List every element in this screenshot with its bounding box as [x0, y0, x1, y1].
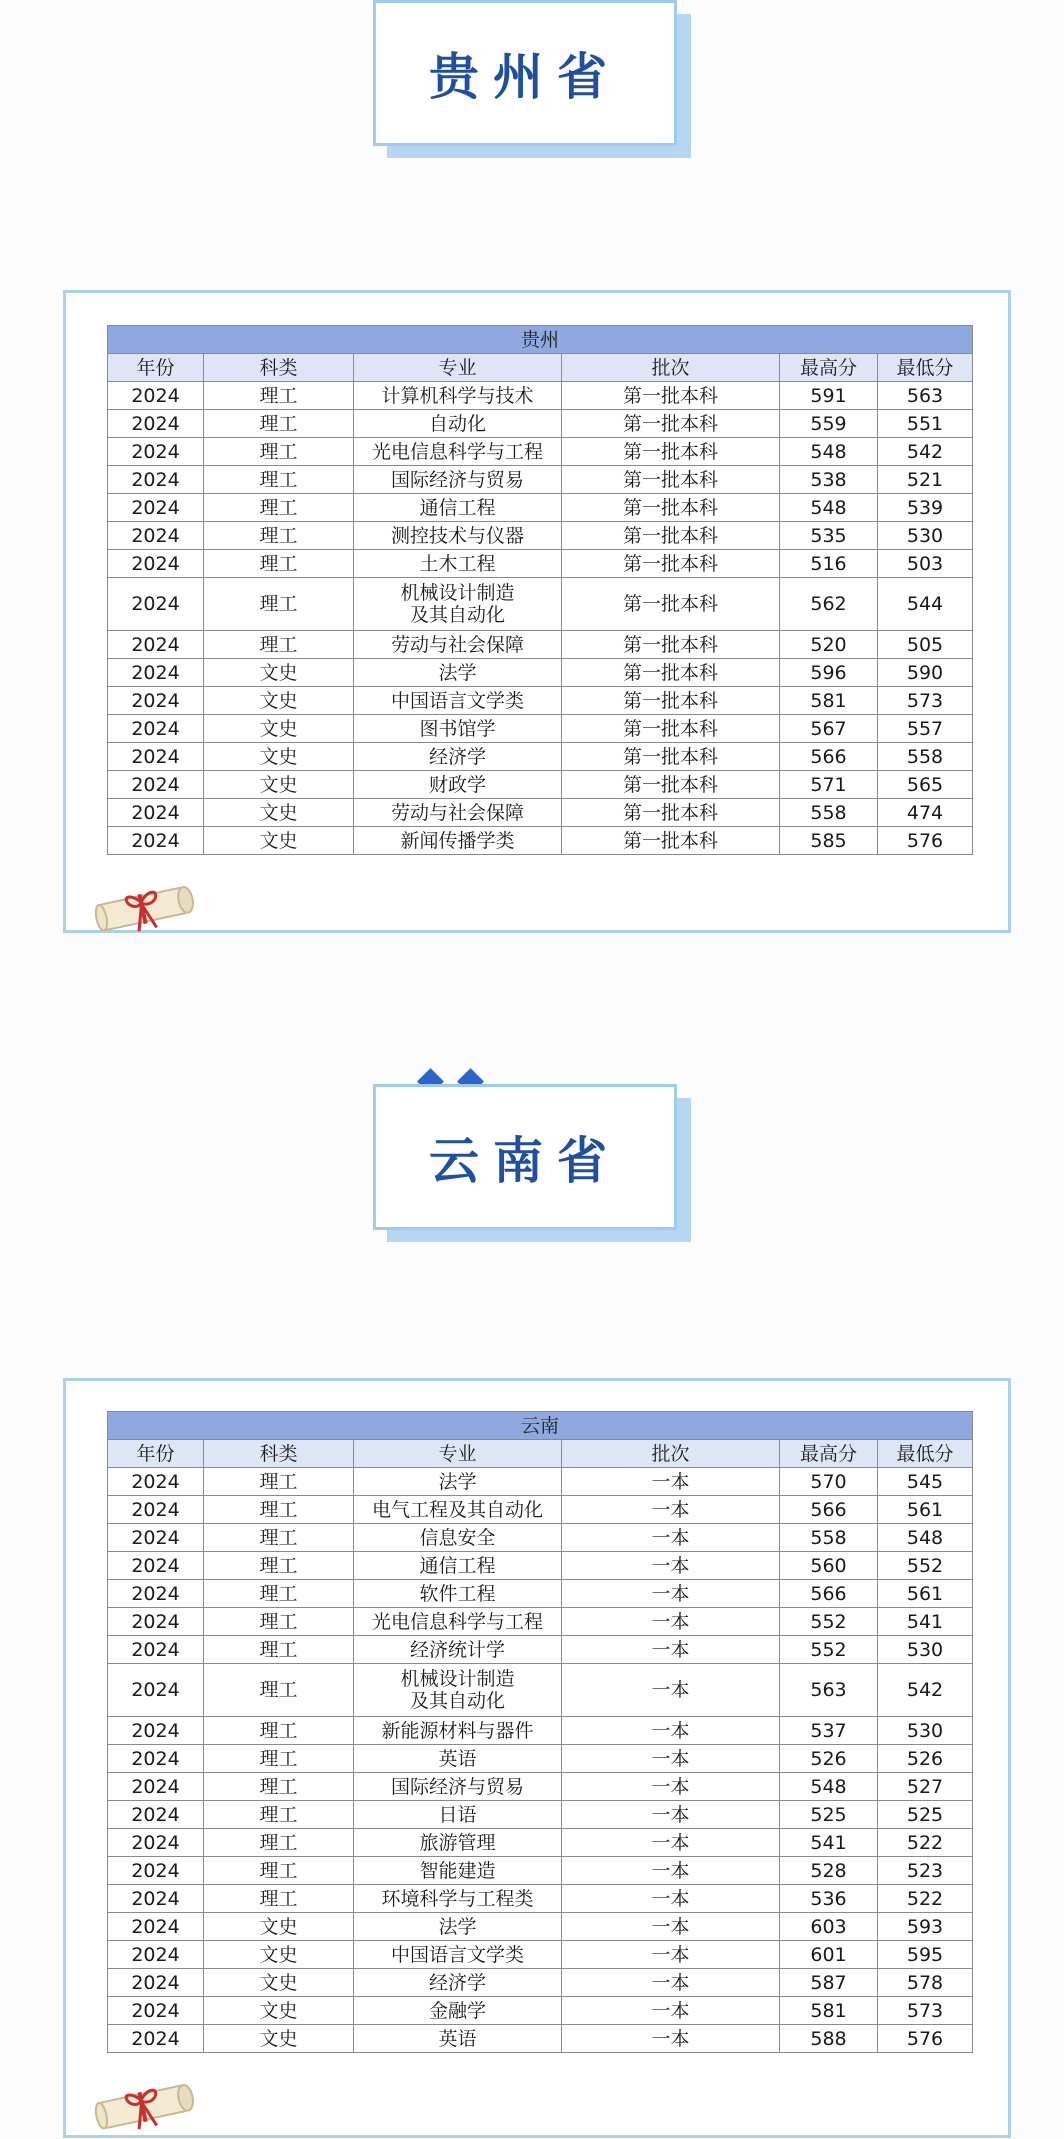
table-cell: 2024: [108, 1636, 204, 1664]
table-cell: 474: [878, 799, 973, 827]
table-cell: 图书馆学: [354, 715, 562, 743]
table-cell: 2024: [108, 1969, 204, 1997]
table-cell: 土木工程: [354, 550, 562, 578]
table-row: [108, 578, 973, 631]
table-row: [108, 1717, 973, 1745]
table-cell: 522: [878, 1829, 973, 1857]
table-cell: 576: [878, 2025, 973, 2053]
table-cell: 文史: [204, 715, 354, 743]
table-cell: 537: [780, 1717, 878, 1745]
table-cell: 第一批本科: [562, 799, 780, 827]
table-cell: 理工: [204, 1552, 354, 1580]
table-row: [108, 438, 973, 466]
table-cell: 544: [878, 578, 973, 631]
table-cell: 563: [780, 1664, 878, 1717]
table-cell: 文史: [204, 2025, 354, 2053]
table-cell: 第一批本科: [562, 659, 780, 687]
table-row: [108, 1636, 973, 1664]
table-cell: 理工: [204, 1745, 354, 1773]
table-row: [108, 1941, 973, 1969]
table-cell: 581: [780, 687, 878, 715]
table-cell: 第一批本科: [562, 687, 780, 715]
table-cell: 542: [878, 438, 973, 466]
table-cell: 505: [878, 631, 973, 659]
table-cell: 521: [878, 466, 973, 494]
table-province-title: 云南: [108, 1412, 973, 1440]
table-cell: 2024: [108, 1524, 204, 1552]
table-cell: 2024: [108, 1829, 204, 1857]
table-cell: 562: [780, 578, 878, 631]
table-cell: 劳动与社会保障: [354, 799, 562, 827]
table-cell: 法学: [354, 1468, 562, 1496]
table-cell: 智能建造: [354, 1857, 562, 1885]
table-cell: 一本: [562, 1608, 780, 1636]
table-cell: 552: [878, 1552, 973, 1580]
table-cell: 522: [878, 1885, 973, 1913]
table-cell: 一本: [562, 1664, 780, 1717]
column-header: 最低分: [878, 354, 973, 382]
table-cell: 565: [878, 771, 973, 799]
table-cell: 2024: [108, 1773, 204, 1801]
table-cell: 第一批本科: [562, 550, 780, 578]
table-cell: 理工: [204, 1773, 354, 1801]
table-row: [108, 1664, 973, 1717]
table-cell: 542: [878, 1664, 973, 1717]
table-cell: 538: [780, 466, 878, 494]
table-cell: 503: [878, 550, 973, 578]
table-cell: 文史: [204, 799, 354, 827]
table-province-title: 贵州: [108, 326, 973, 354]
table-cell: 文史: [204, 1941, 354, 1969]
table-cell: 527: [878, 1773, 973, 1801]
table-cell: 559: [780, 410, 878, 438]
table-cell: 文史: [204, 1997, 354, 2025]
table-cell: 2024: [108, 1468, 204, 1496]
column-header: 最高分: [780, 354, 878, 382]
table-row: [108, 1552, 973, 1580]
table-cell: 2024: [108, 715, 204, 743]
table-cell: 573: [878, 1997, 973, 2025]
table-cell: 2024: [108, 578, 204, 631]
table-row: [108, 466, 973, 494]
banner-box: [373, 1084, 677, 1230]
table-cell: 551: [878, 410, 973, 438]
table-cell: 环境科学与工程类: [354, 1885, 562, 1913]
table-cell: 2024: [108, 1913, 204, 1941]
table-cell: 理工: [204, 1608, 354, 1636]
table-row: [108, 827, 973, 855]
column-header: 批次: [562, 1440, 780, 1468]
table-cell: 第一批本科: [562, 827, 780, 855]
table-cell: 552: [780, 1608, 878, 1636]
table-cell: 理工: [204, 1496, 354, 1524]
table-cell: 一本: [562, 1580, 780, 1608]
table-cell: 自动化: [354, 410, 562, 438]
column-header: 年份: [108, 1440, 204, 1468]
table-cell: 566: [780, 1496, 878, 1524]
table-cell: 2024: [108, 1664, 204, 1717]
table-row: [108, 1468, 973, 1496]
table-cell: 一本: [562, 1829, 780, 1857]
table-cell: 第一批本科: [562, 743, 780, 771]
table-cell: 558: [780, 1524, 878, 1552]
table-cell: 573: [878, 687, 973, 715]
table-cell: 566: [780, 743, 878, 771]
table-cell: 第一批本科: [562, 438, 780, 466]
column-header: 最高分: [780, 1440, 878, 1468]
table-cell: 2024: [108, 1801, 204, 1829]
table-cell: 第一批本科: [562, 578, 780, 631]
table-row: [108, 1801, 973, 1829]
diploma-scroll-icon: [92, 871, 202, 941]
banner-title: 贵州省: [429, 47, 621, 106]
table-cell: 一本: [562, 1552, 780, 1580]
table-row: [108, 659, 973, 687]
table-cell: 一本: [562, 2025, 780, 2053]
banner-title: 云南省: [429, 1131, 621, 1190]
table-cell: 535: [780, 522, 878, 550]
table-cell: 理工: [204, 438, 354, 466]
table-cell: 545: [878, 1468, 973, 1496]
table-cell: 2024: [108, 466, 204, 494]
table-cell: 第一批本科: [562, 715, 780, 743]
table-cell: 526: [780, 1745, 878, 1773]
table-cell: 548: [780, 1773, 878, 1801]
province-banner-guizhou: [373, 0, 693, 160]
table-cell: 2024: [108, 827, 204, 855]
table-cell: 2024: [108, 1580, 204, 1608]
table-row: [108, 1524, 973, 1552]
table-cell: 523: [878, 1857, 973, 1885]
table-cell: 文史: [204, 771, 354, 799]
table-cell: 一本: [562, 1636, 780, 1664]
table-cell: 理工: [204, 578, 354, 631]
table-cell: 590: [878, 659, 973, 687]
table-cell: 2024: [108, 522, 204, 550]
table-cell: 理工: [204, 410, 354, 438]
table-cell: 理工: [204, 1801, 354, 1829]
table-cell: 理工: [204, 550, 354, 578]
score-table-yunnan: [107, 1411, 973, 2053]
table-row: [108, 550, 973, 578]
table-row: [108, 1829, 973, 1857]
table-cell: 520: [780, 631, 878, 659]
table-cell: 软件工程: [354, 1580, 562, 1608]
table-row: [108, 715, 973, 743]
table-cell: 文史: [204, 827, 354, 855]
table-cell: 机械设计制造 及其自动化: [354, 1664, 562, 1717]
table-cell: 第一批本科: [562, 771, 780, 799]
table-row: [108, 1496, 973, 1524]
table-cell: 2024: [108, 659, 204, 687]
table-cell: 567: [780, 715, 878, 743]
table-cell: 英语: [354, 1745, 562, 1773]
table-cell: 电气工程及其自动化: [354, 1496, 562, 1524]
table-row: [108, 771, 973, 799]
table-cell: 563: [878, 382, 973, 410]
table-row: [108, 1969, 973, 1997]
table-cell: 计算机科学与技术: [354, 382, 562, 410]
table-cell: 2024: [108, 687, 204, 715]
table-cell: 理工: [204, 1664, 354, 1717]
table-cell: 548: [780, 494, 878, 522]
table-cell: 理工: [204, 1829, 354, 1857]
table-cell: 光电信息科学与工程: [354, 1608, 562, 1636]
table-cell: 558: [780, 799, 878, 827]
table-cell: 一本: [562, 1857, 780, 1885]
table-cell: 经济学: [354, 1969, 562, 1997]
table-cell: 525: [878, 1801, 973, 1829]
table-cell: 2024: [108, 1857, 204, 1885]
table-row: [108, 1773, 973, 1801]
table-row: [108, 410, 973, 438]
table-cell: 理工: [204, 1636, 354, 1664]
table-cell: 理工: [204, 1468, 354, 1496]
table-cell: 一本: [562, 1524, 780, 1552]
table-cell: 一本: [562, 1717, 780, 1745]
table-cell: 2024: [108, 1608, 204, 1636]
table-cell: 国际经济与贸易: [354, 1773, 562, 1801]
table-cell: 536: [780, 1885, 878, 1913]
table-cell: 588: [780, 2025, 878, 2053]
table-cell: 539: [878, 494, 973, 522]
table-cell: 2024: [108, 2025, 204, 2053]
table-row: [108, 631, 973, 659]
table-row: [108, 2025, 973, 2053]
table-cell: 558: [878, 743, 973, 771]
table-row: [108, 687, 973, 715]
table-row: [108, 1580, 973, 1608]
table-cell: 国际经济与贸易: [354, 466, 562, 494]
table-cell: 一本: [562, 1885, 780, 1913]
table-cell: 2024: [108, 494, 204, 522]
table-row: [108, 1745, 973, 1773]
table-cell: 理工: [204, 1524, 354, 1552]
table-cell: 英语: [354, 2025, 562, 2053]
column-header: 批次: [562, 354, 780, 382]
table-cell: 测控技术与仪器: [354, 522, 562, 550]
column-header: 科类: [204, 1440, 354, 1468]
table-cell: 541: [878, 1608, 973, 1636]
table-cell: 第一批本科: [562, 410, 780, 438]
column-header: 年份: [108, 354, 204, 382]
table-cell: 596: [780, 659, 878, 687]
table-cell: 2024: [108, 1496, 204, 1524]
table-cell: 中国语言文学类: [354, 1941, 562, 1969]
table-row: [108, 743, 973, 771]
table-cell: 561: [878, 1496, 973, 1524]
table-cell: 591: [780, 382, 878, 410]
table-cell: 第一批本科: [562, 466, 780, 494]
table-cell: 2024: [108, 1941, 204, 1969]
table-cell: 第一批本科: [562, 631, 780, 659]
table-row: [108, 1997, 973, 2025]
table-row: [108, 494, 973, 522]
table-cell: 一本: [562, 1496, 780, 1524]
table-cell: 理工: [204, 1857, 354, 1885]
table-cell: 经济统计学: [354, 1636, 562, 1664]
table-cell: 561: [878, 1580, 973, 1608]
table-cell: 理工: [204, 522, 354, 550]
table-row: [108, 799, 973, 827]
table-row: [108, 1857, 973, 1885]
table-cell: 信息安全: [354, 1524, 562, 1552]
table-cell: 文史: [204, 659, 354, 687]
table-cell: 587: [780, 1969, 878, 1997]
table-cell: 理工: [204, 1717, 354, 1745]
table-row: [108, 522, 973, 550]
table-cell: 理工: [204, 631, 354, 659]
table-cell: 第一批本科: [562, 382, 780, 410]
table-cell: 通信工程: [354, 1552, 562, 1580]
table-cell: 571: [780, 771, 878, 799]
table-cell: 旅游管理: [354, 1829, 562, 1857]
table-cell: 526: [878, 1745, 973, 1773]
table-cell: 新能源材料与器件: [354, 1717, 562, 1745]
table-cell: 601: [780, 1941, 878, 1969]
table-cell: 585: [780, 827, 878, 855]
table-cell: 570: [780, 1468, 878, 1496]
table-cell: 525: [780, 1801, 878, 1829]
table-cell: 日语: [354, 1801, 562, 1829]
table-cell: 2024: [108, 410, 204, 438]
table-cell: 566: [780, 1580, 878, 1608]
banner-box: [373, 0, 677, 146]
table-cell: 530: [878, 522, 973, 550]
table-cell: 理工: [204, 494, 354, 522]
table-cell: 一本: [562, 1745, 780, 1773]
table-cell: 理工: [204, 466, 354, 494]
table-cell: 552: [780, 1636, 878, 1664]
table-cell: 光电信息科学与工程: [354, 438, 562, 466]
table-cell: 财政学: [354, 771, 562, 799]
score-table-guizhou: [107, 325, 973, 855]
table-row: [108, 1913, 973, 1941]
table-cell: 一本: [562, 1969, 780, 1997]
table-cell: 2024: [108, 1745, 204, 1773]
table-cell: 一本: [562, 1801, 780, 1829]
table-cell: 一本: [562, 1913, 780, 1941]
table-cell: 2024: [108, 799, 204, 827]
table-cell: 一本: [562, 1468, 780, 1496]
table-cell: 2024: [108, 438, 204, 466]
table-cell: 2024: [108, 771, 204, 799]
diploma-scroll-icon: [92, 2069, 202, 2139]
table-cell: 548: [878, 1524, 973, 1552]
table-cell: 2024: [108, 631, 204, 659]
column-header: 最低分: [878, 1440, 973, 1468]
table-cell: 一本: [562, 1997, 780, 2025]
table-cell: 581: [780, 1997, 878, 2025]
column-header: 专业: [354, 354, 562, 382]
table-cell: 557: [878, 715, 973, 743]
table-cell: 530: [878, 1636, 973, 1664]
table-cell: 2024: [108, 1885, 204, 1913]
table-cell: 2024: [108, 1717, 204, 1745]
table-cell: 第一批本科: [562, 494, 780, 522]
column-header: 科类: [204, 354, 354, 382]
table-cell: 第一批本科: [562, 522, 780, 550]
table-row: [108, 1608, 973, 1636]
table-cell: 理工: [204, 1580, 354, 1608]
table-cell: 理工: [204, 1885, 354, 1913]
table-cell: 603: [780, 1913, 878, 1941]
table-cell: 法学: [354, 659, 562, 687]
table-cell: 560: [780, 1552, 878, 1580]
table-cell: 中国语言文学类: [354, 687, 562, 715]
table-cell: 593: [878, 1913, 973, 1941]
table-cell: 528: [780, 1857, 878, 1885]
table-cell: 劳动与社会保障: [354, 631, 562, 659]
table-cell: 530: [878, 1717, 973, 1745]
table-cell: 576: [878, 827, 973, 855]
table-row: [108, 1885, 973, 1913]
province-banner-yunnan: [373, 1084, 693, 1244]
table-cell: 2024: [108, 743, 204, 771]
table-cell: 2024: [108, 382, 204, 410]
column-header: 专业: [354, 1440, 562, 1468]
table-cell: 新闻传播学类: [354, 827, 562, 855]
table-cell: 文史: [204, 743, 354, 771]
table-cell: 516: [780, 550, 878, 578]
table-cell: 机械设计制造 及其自动化: [354, 578, 562, 631]
table-cell: 金融学: [354, 1997, 562, 2025]
table-cell: 595: [878, 1941, 973, 1969]
score-card-guizhou: [63, 290, 1011, 933]
table-cell: 文史: [204, 1969, 354, 1997]
table-cell: 541: [780, 1829, 878, 1857]
table-cell: 经济学: [354, 743, 562, 771]
table-cell: 578: [878, 1969, 973, 1997]
table-cell: 2024: [108, 1997, 204, 2025]
table-cell: 文史: [204, 687, 354, 715]
table-cell: 2024: [108, 1552, 204, 1580]
table-cell: 548: [780, 438, 878, 466]
score-card-yunnan: [63, 1378, 1011, 2138]
table-cell: 文史: [204, 1913, 354, 1941]
table-cell: 一本: [562, 1941, 780, 1969]
table-cell: 法学: [354, 1913, 562, 1941]
table-cell: 一本: [562, 1773, 780, 1801]
table-cell: 2024: [108, 550, 204, 578]
table-row: [108, 382, 973, 410]
table-cell: 理工: [204, 382, 354, 410]
table-cell: 通信工程: [354, 494, 562, 522]
